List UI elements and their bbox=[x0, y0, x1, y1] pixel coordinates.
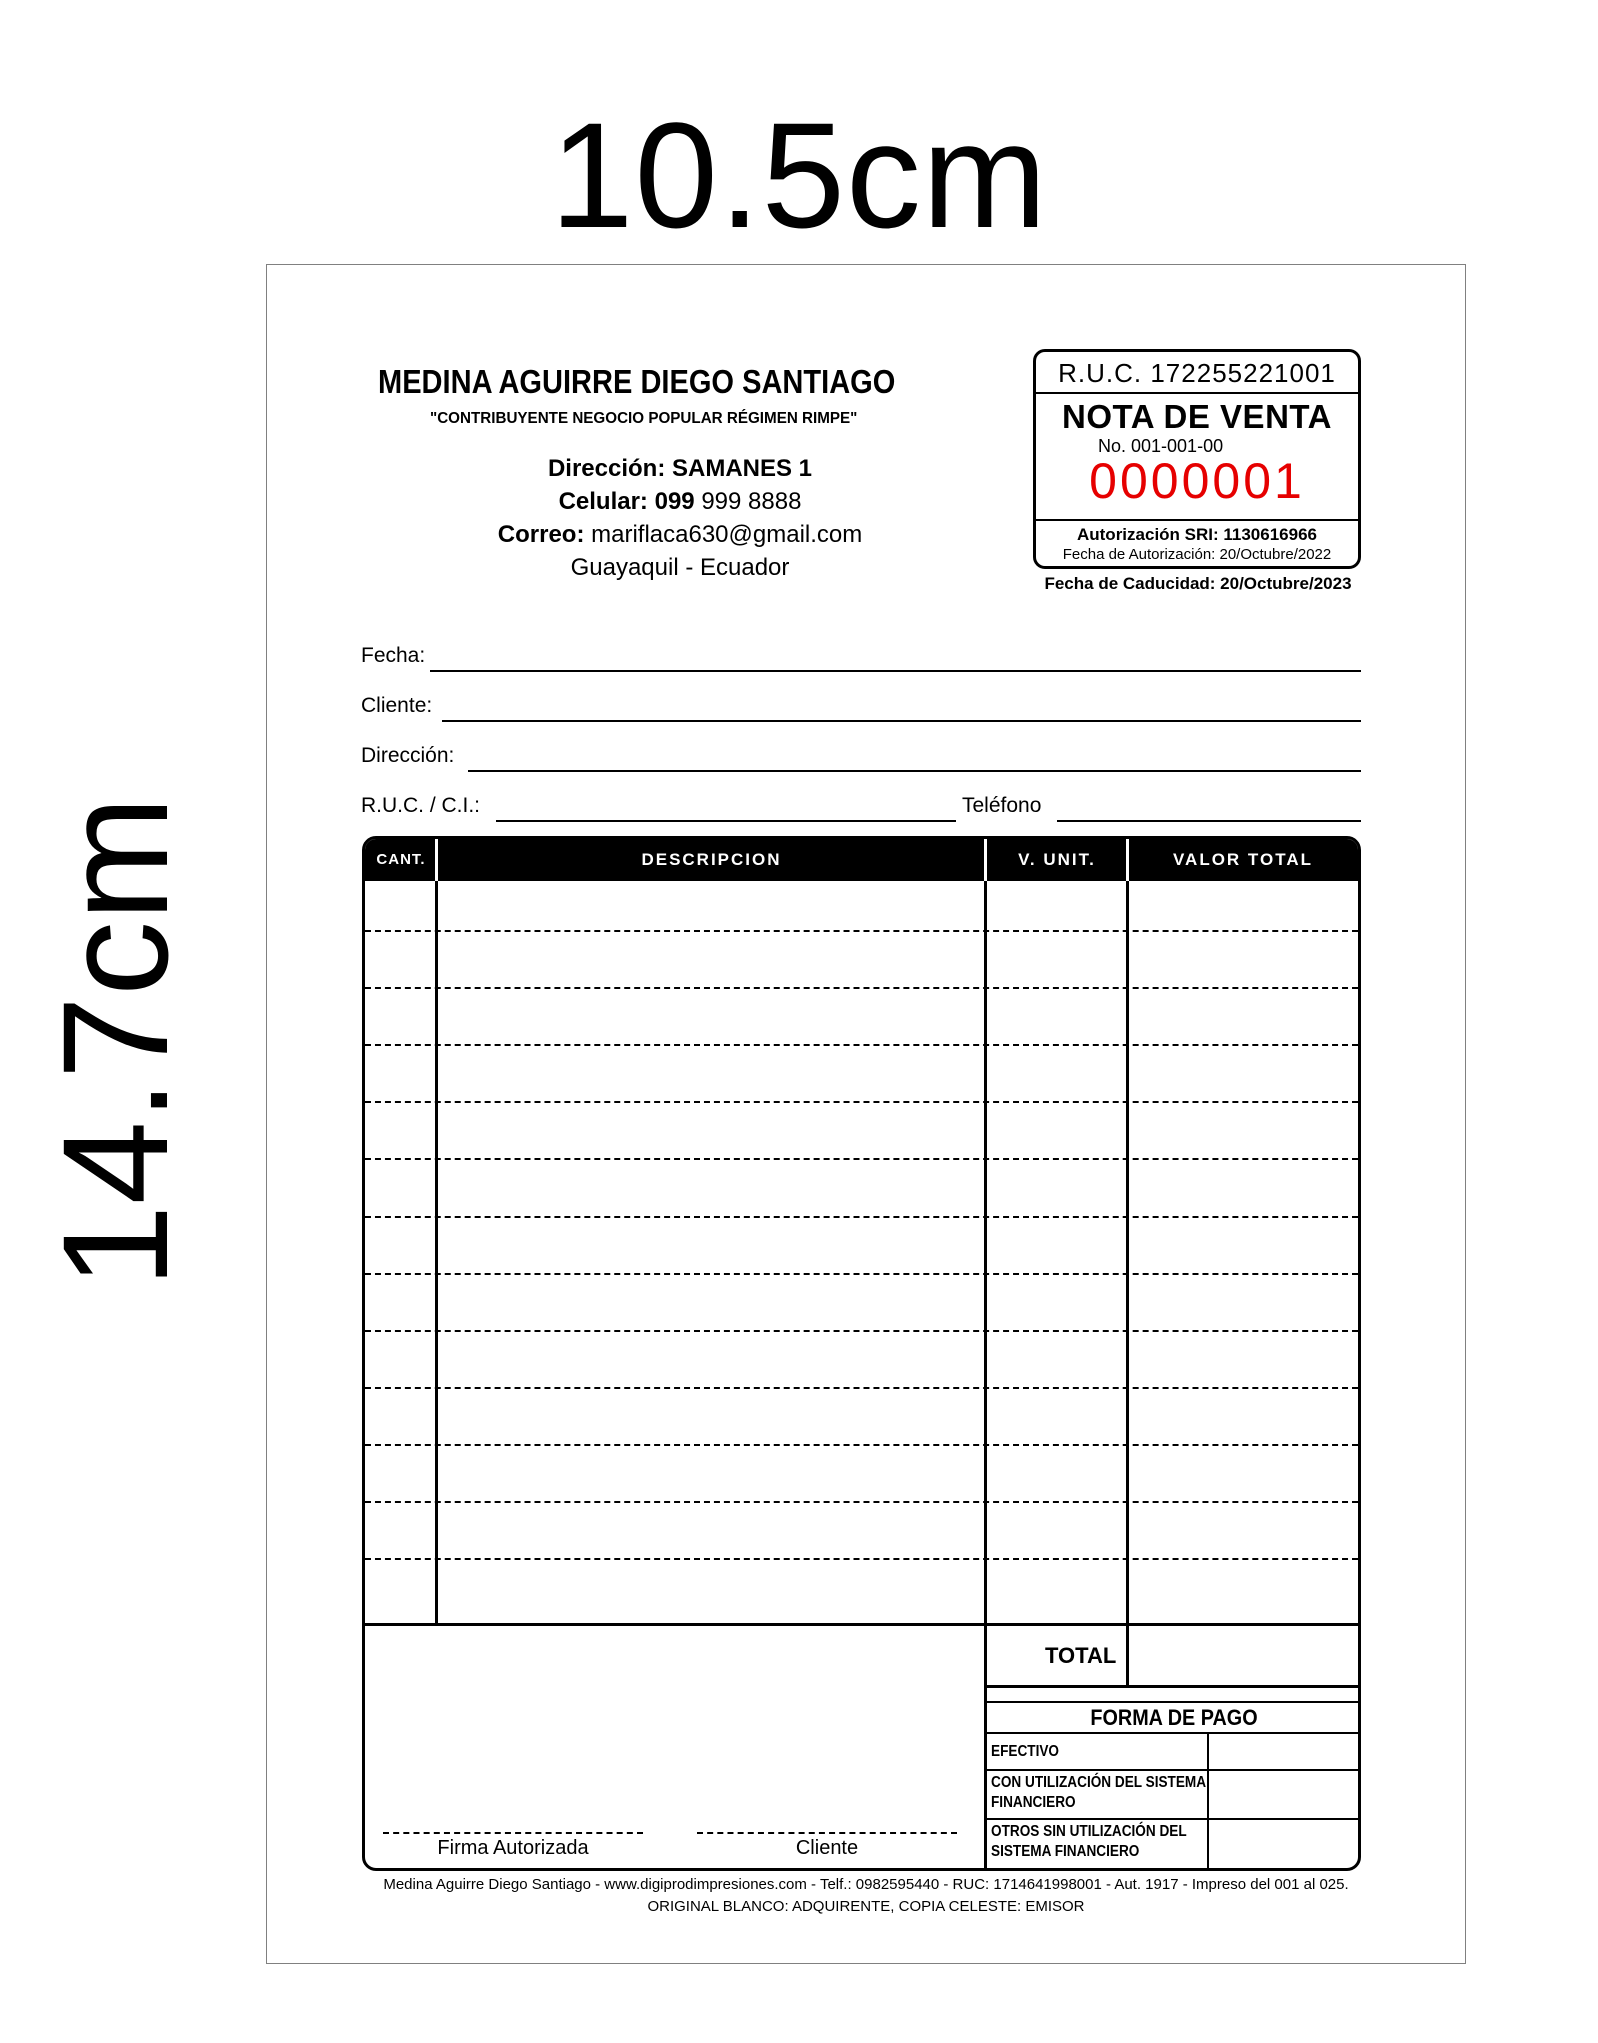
telefono-field[interactable] bbox=[1057, 820, 1361, 822]
header-descripcion: DESCRIPCION bbox=[641, 850, 782, 869]
payment-title: FORMA DE PAGO bbox=[1090, 1705, 1258, 1730]
column-divider bbox=[435, 881, 438, 1623]
ruc-ci-label: R.U.C. / C.I.: bbox=[361, 794, 481, 817]
expiry-date: Fecha de Caducidad: 20/Octubre/2023 bbox=[1044, 574, 1352, 593]
table-row bbox=[365, 1444, 1358, 1446]
email-label: Correo: bbox=[497, 521, 585, 548]
total-divider bbox=[1126, 1623, 1129, 1685]
header-divider bbox=[435, 839, 438, 881]
items-bottom-divider bbox=[365, 1623, 1358, 1626]
payment-title-line bbox=[984, 1732, 1361, 1734]
table-row bbox=[365, 1387, 1358, 1389]
table-row bbox=[365, 1273, 1358, 1275]
divider bbox=[1036, 392, 1358, 394]
header-valor-total: VALOR TOTAL bbox=[1172, 850, 1314, 869]
direccion-field[interactable] bbox=[468, 770, 1361, 772]
table-row bbox=[365, 1558, 1358, 1560]
payment-row-line bbox=[984, 1769, 1361, 1771]
table-row bbox=[365, 1044, 1358, 1046]
header-divider bbox=[1126, 839, 1129, 881]
height-dimension-label: 14.7cm bbox=[31, 796, 199, 1288]
client-signature-line[interactable] bbox=[697, 1832, 957, 1834]
receipt-id-box bbox=[1033, 349, 1361, 569]
table-row bbox=[365, 987, 1358, 989]
payment-row-line bbox=[984, 1818, 1361, 1820]
items-table bbox=[362, 836, 1361, 1871]
payment-otros-1: OTROS SIN UTILIZACIÓN DEL bbox=[991, 1823, 1187, 1840]
table-row bbox=[365, 1330, 1358, 1332]
payment-otros-2: SISTEMA FINANCIERO bbox=[991, 1843, 1140, 1860]
payment-top-line bbox=[984, 1701, 1361, 1703]
address-label: Dirección: bbox=[547, 455, 666, 482]
table-row bbox=[365, 1216, 1358, 1218]
copies-footer: ORIGINAL BLANCO: ADQUIRENTE, COPIA CELESTE: EMISOR bbox=[647, 1898, 1085, 1915]
direccion-label: Dirección: bbox=[361, 744, 455, 767]
fecha-label: Fecha: bbox=[361, 644, 426, 667]
payment-financiero-1: CON UTILIZACIÓN DEL SISTEMA bbox=[991, 1774, 1207, 1791]
fecha-field[interactable] bbox=[430, 670, 1361, 672]
authorized-signature-label: Firma Autorizada bbox=[437, 1837, 589, 1859]
cliente-field[interactable] bbox=[442, 720, 1361, 722]
table-row bbox=[365, 1158, 1358, 1160]
email-value: mariflaca630@gmail.com bbox=[591, 521, 863, 548]
cliente-label: Cliente: bbox=[361, 694, 433, 717]
telefono-label: Teléfono bbox=[962, 794, 1042, 817]
table-header bbox=[365, 839, 1358, 881]
payment-financiero-2: FINANCIERO bbox=[991, 1794, 1076, 1811]
phone-label: Celular: bbox=[558, 488, 648, 515]
table-row bbox=[365, 930, 1358, 932]
column-divider bbox=[1126, 881, 1129, 1623]
payment-column-divider bbox=[1207, 1732, 1209, 1871]
header-divider bbox=[984, 839, 987, 881]
business-city: Guayaquil - Ecuador bbox=[570, 554, 790, 581]
ruc-number: R.U.C. 172255221001 bbox=[1058, 358, 1336, 388]
business-email bbox=[430, 521, 930, 549]
receipt-number: 0000001 bbox=[1089, 453, 1305, 509]
client-signature-label: Cliente bbox=[795, 1837, 859, 1859]
authorization-date: Fecha de Autorización: 20/Octubre/2022 bbox=[1062, 546, 1332, 563]
payment-efectivo: EFECTIVO bbox=[991, 1743, 1060, 1760]
table-row bbox=[365, 1501, 1358, 1503]
total-label: TOTAL bbox=[1045, 1643, 1117, 1668]
ruc-ci-field[interactable] bbox=[496, 820, 956, 822]
business-address bbox=[430, 455, 930, 483]
header-cant: CANT. bbox=[376, 851, 426, 868]
authorized-signature-line[interactable] bbox=[383, 1832, 643, 1834]
phone-value: 999 8888 bbox=[701, 488, 802, 515]
phone-prefix: 099 bbox=[654, 488, 695, 515]
address-value: SAMANES 1 bbox=[672, 455, 813, 482]
printer-footer: Medina Aguirre Diego Santiago - www.digiprodimpresiones.com - Telf.: 0982595440 - RUC: 1714641998001 - Aut. 1917 - Impreso del 001 al 025. bbox=[383, 1876, 1349, 1893]
header-v-unit: V. UNIT. bbox=[1018, 850, 1096, 869]
series-number: No. 001-001-00 bbox=[1098, 436, 1224, 456]
business-regime: "CONTRIBUYENTE NEGOCIO POPULAR RÉGIMEN RIMPE" bbox=[430, 410, 858, 427]
total-bottom-line bbox=[984, 1685, 1361, 1688]
business-phone bbox=[430, 488, 930, 516]
divider bbox=[1036, 519, 1358, 521]
table-row bbox=[365, 1101, 1358, 1103]
column-divider bbox=[984, 881, 987, 1871]
business-name: MEDINA AGUIRRE DIEGO SANTIAGO bbox=[378, 363, 896, 400]
width-dimension-label: 10.5cm bbox=[550, 91, 1048, 259]
sri-authorization: Autorización SRI: 1130616966 bbox=[1076, 525, 1317, 544]
document-title: NOTA DE VENTA bbox=[1062, 398, 1332, 435]
